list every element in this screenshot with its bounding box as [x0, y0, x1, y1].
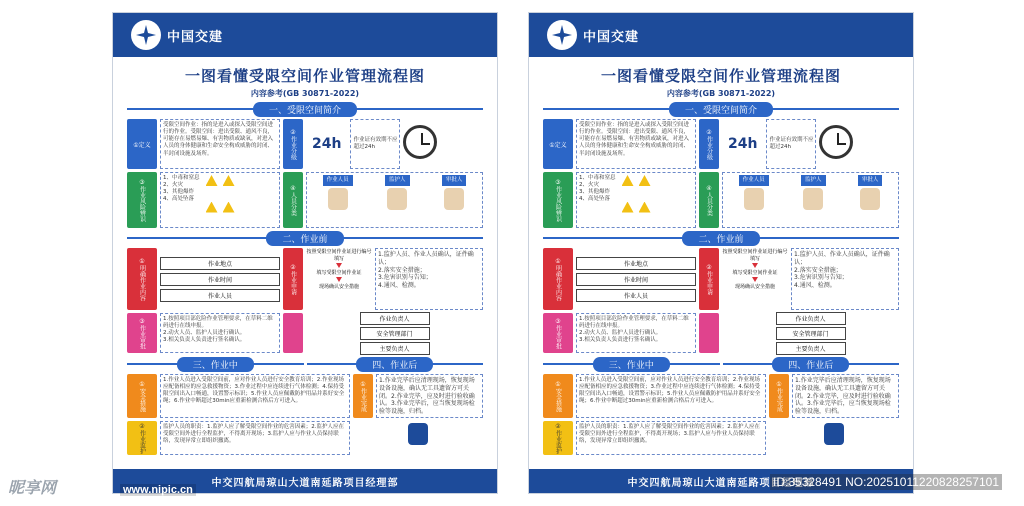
risk-list: 1、中毒和窒息 2、火灾 3、其他爆炸 4、高处坠落 — [576, 172, 696, 228]
apply-duties: 1.监护人员、作业人员确认，证件确认； 2.落实安全措施； 3.危害识别与告知； 4.通风、检测。 — [791, 248, 899, 310]
image-id-watermark: ID:35328491 NO:20251011220828257101 — [770, 474, 1002, 490]
division-tag: ②作业分级 — [283, 119, 303, 169]
section-intro-header: 一、受限空间简介 — [127, 102, 483, 116]
permit-note: 作业证有效期不应超过24h — [766, 119, 816, 169]
explosion-warning-icon — [206, 202, 218, 213]
explosion-warning-icon — [622, 202, 634, 213]
section-after-header: 四、作业后 — [307, 357, 484, 371]
fire-warning-icon — [223, 175, 235, 186]
content-items: 作业地点 作业时间 作业人员 — [160, 248, 280, 310]
safety-text: 1.作业人员进入受限空间前，应对作业人员进行安全教育培训；2.作业现场应配备相应的应急救援物资；3.作业过程中应连续进行气体检测；4.保持受限空间出入口畅通，设置警示标识；5.作业人员应佩戴防护用品并系好安全绳；6.作业中断超过30min应重新检测合格后方可进入。 — [576, 374, 766, 418]
fall-warning-icon — [639, 202, 651, 213]
worker-figure-icon — [744, 188, 764, 210]
poster-footer: 中交四航局琼山大道南延路项目经理部 — [113, 469, 497, 493]
monitor-text: 监护人员的职责：1.监护人应了解受限空间作业的危害因素；2.监护人应在受限空间外进行全程监护，不得离开现场；3.监护人应与作业人员保持联络，发现异常立即组织撤离。 — [160, 421, 350, 455]
brand-logo-icon — [547, 20, 577, 50]
safety-tag: ①安全措施 — [543, 374, 573, 418]
brand-name: 中国交建 — [167, 29, 224, 45]
clock-icon — [819, 125, 853, 159]
roles-tag: ④人员分类 — [283, 172, 303, 228]
poster-left — [112, 12, 498, 494]
safety-tag: ①安全措施 — [127, 374, 157, 418]
review-approval-tag — [699, 313, 719, 353]
definition-tag: ①定义 — [127, 119, 157, 169]
worker-helmet-icon — [769, 421, 899, 455]
poster-subtitle: 内容参考(GB 30871-2022) — [250, 89, 360, 98]
safety-text: 1.作业人员进入受限空间前，应对作业人员进行安全教育培训；2.作业现场应配备相应的应急救援物资；3.作业过程中应连续进行气体检测；4.保持受限空间出入口畅通，设置警示标识；5.作业人员应佩戴防护用品并系好安全绳；6.作业中断超过30min应重新检测合格后方可进入。 — [160, 374, 350, 418]
review-approval-tag — [283, 313, 303, 353]
site-watermark: 昵享网 — [8, 480, 57, 497]
apply-tag: ②作业申请 — [283, 248, 303, 310]
apply-tag: ②作业申请 — [699, 248, 719, 310]
monitor-tag: ②作业监护 — [127, 421, 157, 455]
section-intro-header: 一、受限空间简介 — [543, 102, 899, 116]
worker-figure-icon — [328, 188, 348, 210]
apply-flow: 按照受限空间作业证进行编号填写 填写受限空间作业证 现场确认安全措施 — [722, 249, 788, 290]
risk-tag: ③作业风险辨识 — [127, 172, 157, 228]
roles-tag: ④人员分类 — [699, 172, 719, 228]
section-during-header: 三、作业中 — [543, 357, 720, 371]
review-tag: ③作业审批 — [543, 313, 573, 353]
poster-title: 一图看懂受限空间作业管理流程图 — [184, 67, 425, 85]
review-text: 1.按照项目部危险作业管理要求，在草料二维码进行在线申报。 2.动火人员、监护人员进行确认。 3.相关负责人负责进行签名确认。 — [576, 313, 696, 353]
fall-warning-icon — [223, 202, 235, 213]
content-tag: ①明确作业内容 — [127, 248, 157, 310]
poster-footer: 中交四航局琼山大道南延路项目经理部 — [529, 469, 913, 493]
approver-figure-icon — [444, 188, 464, 210]
content-tag: ①明确作业内容 — [543, 248, 573, 310]
definition-text: 受限空间作业：指的是进入或探入受限空间进行的作业。受限空间：进出受限、通风不良，可能存在易燃易爆、有害物质或缺氧，对进入人员的身体健康和生命安全构成威胁的封闭、半封闭设施及场所。 — [160, 119, 280, 169]
definition-tag: ①定义 — [543, 119, 573, 169]
after-text: 1.作业完毕后应清理现场，恢复现场设备设施，确认无工具遗留方可关闭。2.作业完毕，应及时进行验收确认。3.作业完毕后，应当恢复现场检验等设施，归档。 — [376, 374, 483, 418]
apply-flow: 按照受限空间作业证进行编号填写 填写受限空间作业证 现场确认安全措施 — [306, 249, 372, 290]
hours-label: 24h — [312, 136, 342, 152]
poster-title: 一图看懂受限空间作业管理流程图 — [600, 67, 841, 85]
division-tag: ②作业分级 — [699, 119, 719, 169]
approver-chain: 作业负责人 安全管理部门 主要负责人 — [306, 313, 483, 353]
brand-logo-icon — [131, 20, 161, 50]
toxic-warning-icon — [206, 175, 218, 186]
poster-subtitle: 内容参考(GB 30871-2022) — [666, 89, 776, 98]
guardian-figure-icon — [387, 188, 407, 210]
site-url-watermark: www.nipic.cn — [120, 484, 196, 496]
poster-header — [529, 13, 913, 57]
roles-panel: 作业人员 监护人 审批人 — [306, 172, 483, 228]
roles-panel: 作业人员 监护人 审批人 — [722, 172, 899, 228]
review-tag: ③作业审批 — [127, 313, 157, 353]
after-tag: ①作业完成 — [353, 374, 373, 418]
content-items: 作业地点 作业时间 作业人员 — [576, 248, 696, 310]
clock-icon — [403, 125, 437, 159]
section-before-header: 二、作业前 — [127, 231, 483, 245]
after-text: 1.作业完毕后应清理现场，恢复现场设备设施，确认无工具遗留方可关闭。2.作业完毕，应及时进行验收确认。3.作业完毕后，应当恢复现场检验等设施，归档。 — [792, 374, 899, 418]
hours-label: 24h — [728, 136, 758, 152]
monitor-text: 监护人员的职责：1.监护人应了解受限空间作业的危害因素；2.监护人应在受限空间外进行全程监护，不得离开现场；3.监护人应与作业人员保持联络，发现异常立即组织撤离。 — [576, 421, 766, 455]
risk-list: 1、中毒和窒息 2、火灾 3、其他爆炸 4、高处坠落 — [160, 172, 280, 228]
review-text: 1.按照项目部危险作业管理要求，在草料二维码进行在线申报。 2.动火人员、监护人员进行确认。 3.相关负责人负责进行签名确认。 — [160, 313, 280, 353]
section-after-header: 四、作业后 — [723, 357, 900, 371]
fire-warning-icon — [639, 175, 651, 186]
worker-helmet-icon — [353, 421, 483, 455]
toxic-warning-icon — [622, 175, 634, 186]
brand-name: 中国交建 — [583, 29, 640, 45]
approver-chain: 作业负责人 安全管理部门 主要负责人 — [722, 313, 899, 353]
permit-note: 作业证有效期不应超过24h — [350, 119, 400, 169]
definition-text: 受限空间作业：指的是进入或探入受限空间进行的作业。受限空间：进出受限、通风不良，可能存在易燃易爆、有害物质或缺氧，对进入人员的身体健康和生命安全构成威胁的封闭、半封闭设施及场所。 — [576, 119, 696, 169]
poster-right — [528, 12, 914, 494]
after-tag: ①作业完成 — [769, 374, 789, 418]
section-before-header: 二、作业前 — [543, 231, 899, 245]
risk-tag: ③作业风险辨识 — [543, 172, 573, 228]
poster-header — [113, 13, 497, 57]
approver-figure-icon — [860, 188, 880, 210]
section-during-header: 三、作业中 — [127, 357, 304, 371]
monitor-tag: ②作业监护 — [543, 421, 573, 455]
guardian-figure-icon — [803, 188, 823, 210]
apply-duties: 1.监护人员、作业人员确认，证件确认； 2.落实安全措施； 3.危害识别与告知； 4.通风、检测。 — [375, 248, 483, 310]
